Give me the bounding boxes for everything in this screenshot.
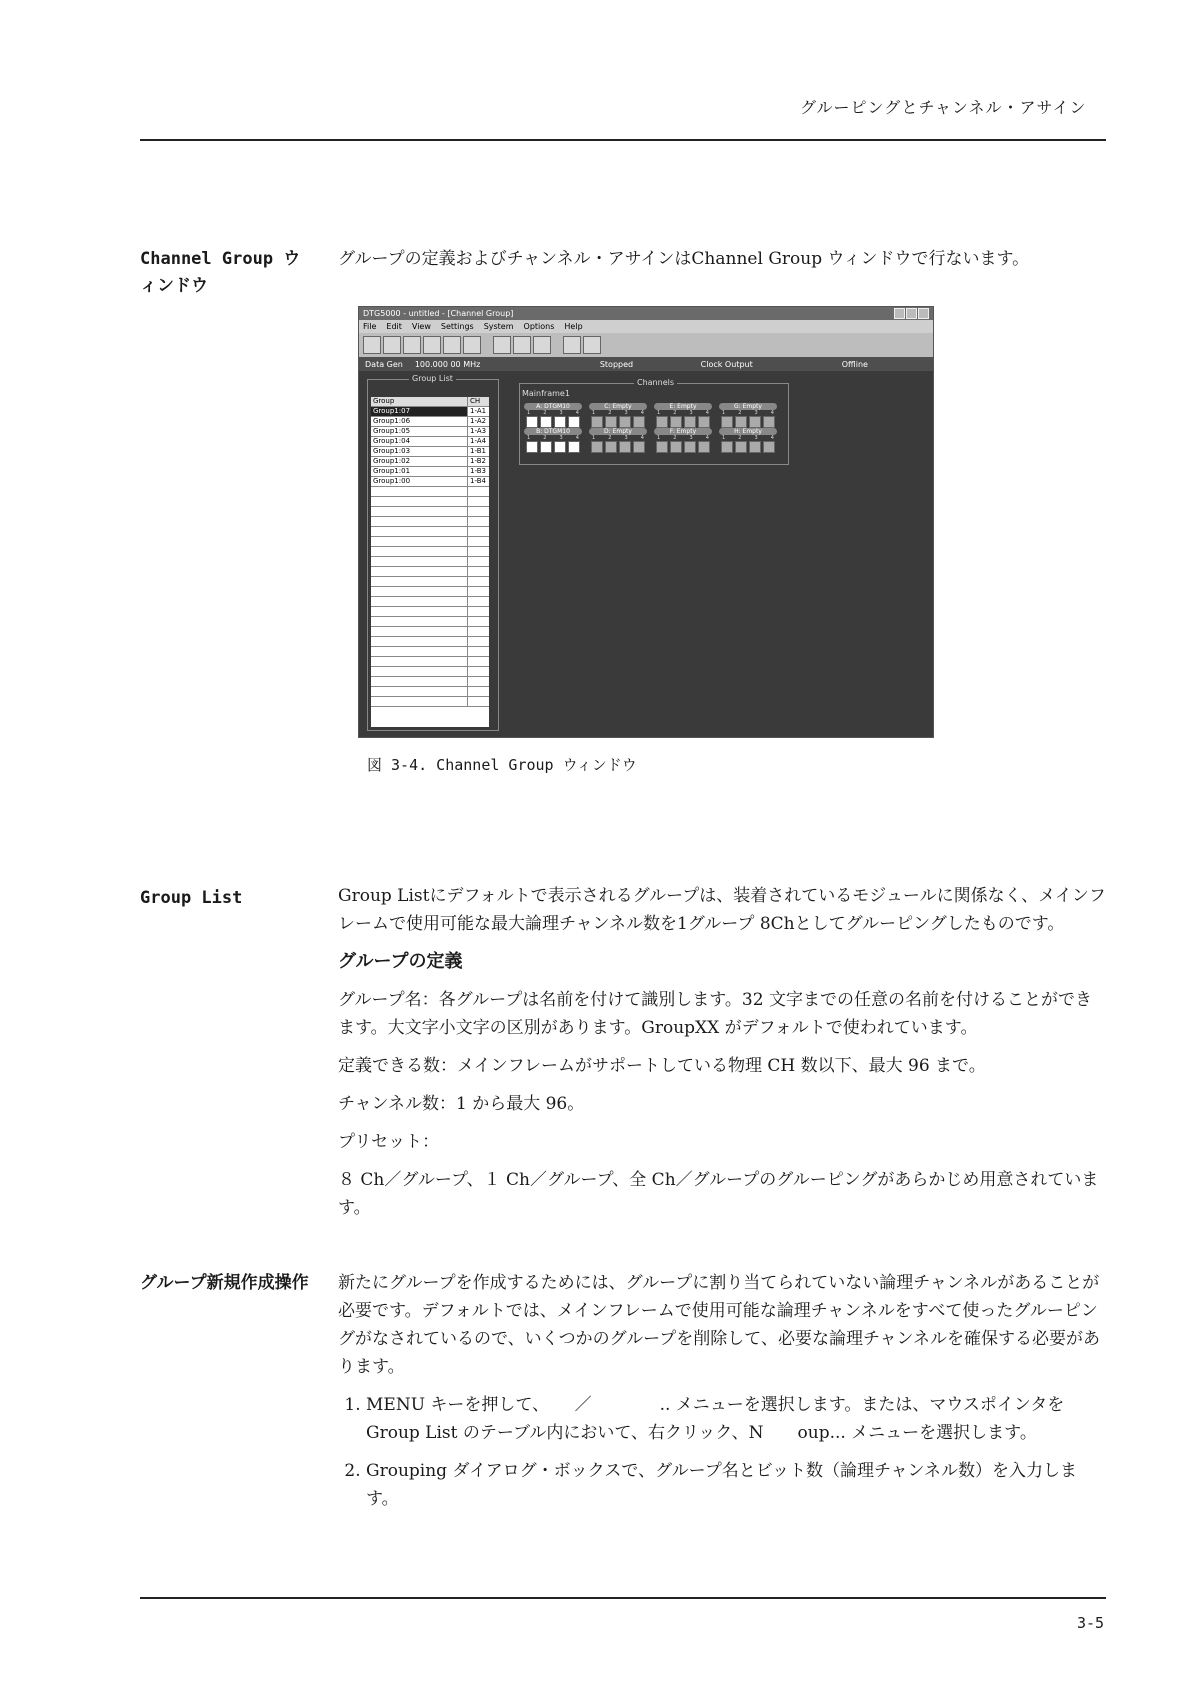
toolbar-icon[interactable]	[563, 336, 581, 354]
slot-label: C: Empty	[589, 403, 647, 410]
table-row[interactable]	[371, 447, 489, 457]
channel-box[interactable]	[568, 416, 580, 428]
table-row[interactable]	[371, 697, 489, 707]
group-ch-cell	[468, 537, 489, 546]
slot-label: E: Empty	[654, 403, 712, 410]
header-rule	[140, 139, 1106, 141]
channel-box[interactable]	[605, 416, 617, 428]
group-ch-cell	[468, 667, 489, 676]
group-name-cell	[371, 577, 468, 586]
slot-label: F: Empty	[654, 428, 712, 435]
channel-box[interactable]	[526, 441, 538, 453]
table-row[interactable]	[371, 507, 489, 517]
table-row[interactable]	[371, 587, 489, 597]
group-name-cell	[371, 517, 468, 526]
slot-channel-numbers: 1 2 3 4	[657, 410, 709, 416]
group-ch-cell	[468, 697, 489, 706]
group-name-cell	[371, 687, 468, 696]
table-row[interactable]	[371, 627, 489, 637]
slot-label: A: DTGM10	[524, 403, 582, 410]
table-row[interactable]	[371, 657, 489, 667]
new-group-section	[338, 1269, 1106, 1523]
channel-box[interactable]	[526, 416, 538, 428]
status-mode: Data Gen	[365, 359, 403, 369]
module-slot	[589, 403, 647, 428]
module-slot	[654, 428, 712, 453]
table-row[interactable]	[371, 527, 489, 537]
group-name-cell	[371, 647, 468, 656]
slot-channel-numbers: 1 2 3 4	[657, 435, 709, 441]
toolbar	[359, 333, 933, 357]
channel-box[interactable]	[554, 416, 566, 428]
paragraph: プリセット：	[338, 1132, 440, 1152]
group-ch-cell: 1-A1	[470, 407, 487, 415]
channel-box[interactable]	[749, 441, 761, 453]
menu-help[interactable]: Help	[564, 322, 583, 331]
table-row[interactable]	[371, 687, 489, 697]
channel-box[interactable]	[656, 441, 668, 453]
channel-box[interactable]	[656, 416, 668, 428]
table-row[interactable]	[371, 637, 489, 647]
paragraph: 定義できる数：メインフレームがサポートしている物理 CH 数以下、最大 96 まで。	[338, 1056, 986, 1076]
paragraph: ８ Ch／グループ、１ Ch／グループ、全 Ch／グループのグルーピングがあらかじめ用意されています。	[338, 1170, 1099, 1218]
step-item: 2. Grouping ダイアログ・ボックスで、グループ名とビット数（論理チャンネル数）を入力します。	[366, 1457, 1106, 1513]
module-slot	[654, 403, 712, 428]
group-name-cell	[371, 657, 468, 666]
group-name-cell	[371, 627, 468, 636]
group-name-cell	[371, 587, 468, 596]
group-column-header: Group	[371, 397, 468, 406]
group-ch-cell	[468, 607, 489, 616]
table-row[interactable]	[371, 577, 489, 587]
group-ch-cell	[468, 617, 489, 626]
channel-box[interactable]	[591, 416, 603, 428]
channel-box[interactable]	[735, 416, 747, 428]
group-ch-cell	[468, 657, 489, 666]
step-item: 1. MENU キーを押して、 ／ .. メニューを選択します。または、マウスポインタを Group List のテーブル内において、右クリック、N oup... メニューを選択します。	[366, 1391, 1106, 1447]
group-name-cell	[371, 537, 468, 546]
toolbar-icon[interactable]	[423, 336, 441, 354]
table-row[interactable]	[371, 427, 489, 437]
channel-box[interactable]	[633, 441, 645, 453]
group-ch-cell: 1-A2	[470, 417, 487, 425]
group-ch-cell	[468, 577, 489, 586]
window-title: DTG5000 - untitled - [Channel Group]	[363, 309, 514, 318]
channel-box[interactable]	[698, 441, 710, 453]
table-row[interactable]	[371, 517, 489, 527]
channel-box[interactable]	[735, 441, 747, 453]
group-name-cell: Group1:07	[371, 407, 468, 416]
channel-box[interactable]	[721, 441, 733, 453]
table-row[interactable]	[371, 597, 489, 607]
group-name-cell: Group1:03	[371, 447, 468, 456]
group-list-table[interactable]	[371, 397, 489, 727]
table-row[interactable]	[371, 667, 489, 677]
group-ch-cell	[468, 527, 489, 536]
channel-box[interactable]	[591, 441, 603, 453]
table-row[interactable]	[371, 547, 489, 557]
table-row[interactable]	[371, 617, 489, 627]
status-online: Offline	[841, 359, 868, 369]
channel-box[interactable]	[684, 441, 696, 453]
channel-box[interactable]	[633, 416, 645, 428]
step-list	[338, 1391, 1106, 1513]
slot-channel-numbers: 1 2 3 4	[527, 410, 579, 416]
module-slot	[524, 428, 582, 453]
channel-box[interactable]	[749, 416, 761, 428]
slot-channel-numbers: 1 2 3 4	[527, 435, 579, 441]
table-row[interactable]	[371, 407, 489, 417]
channel-box[interactable]	[568, 441, 580, 453]
close-icon[interactable]	[918, 308, 929, 319]
table-row[interactable]	[371, 537, 489, 547]
table-row[interactable]	[371, 567, 489, 577]
group-ch-cell	[468, 507, 489, 516]
slot-label: D: Empty	[589, 428, 647, 435]
channel-box[interactable]	[698, 416, 710, 428]
menu-bar	[359, 320, 933, 333]
toolbar-icon[interactable]	[463, 336, 481, 354]
page-number: 3-5	[1077, 1614, 1105, 1632]
table-row[interactable]	[371, 487, 489, 497]
running-title: グルーピングとチャンネル・アサイン	[800, 98, 1087, 117]
group-ch-cell	[468, 497, 489, 506]
channel-group-window	[358, 306, 934, 738]
menu-system[interactable]: System	[483, 322, 514, 331]
toolbar-icon[interactable]	[513, 336, 531, 354]
window-titlebar	[359, 307, 933, 320]
group-ch-cell	[468, 627, 489, 636]
group-name-cell: Group1:05	[371, 427, 468, 436]
menu-edit[interactable]: Edit	[386, 322, 402, 331]
toolbar-icon[interactable]	[533, 336, 551, 354]
group-ch-cell: 1-A4	[470, 437, 487, 445]
channel-box[interactable]	[540, 441, 552, 453]
subheading: グループの定義	[338, 951, 463, 972]
module-slot	[524, 403, 582, 428]
side-heading-channel-group: Channel Group ウィンドウ	[140, 249, 301, 296]
table-row[interactable]	[371, 557, 489, 567]
group-name-cell	[371, 637, 468, 646]
group-name-cell: Group1:02	[371, 457, 468, 466]
side-heading-new-group: グループ新規作成操作	[140, 1273, 309, 1293]
group-ch-cell	[468, 587, 489, 596]
table-row[interactable]	[371, 607, 489, 617]
toolbar-icon[interactable]	[363, 336, 381, 354]
channel-box[interactable]	[619, 441, 631, 453]
group-ch-cell	[468, 597, 489, 606]
group-ch-cell	[468, 637, 489, 646]
slot-label: B: DTGM10	[524, 428, 582, 435]
side-heading-group-list: Group List	[140, 888, 243, 908]
group-name-cell	[371, 607, 468, 616]
group-name-cell	[371, 497, 468, 506]
mainframe-label: Mainframe1	[522, 389, 570, 398]
slot-channel-numbers: 1 2 3 4	[722, 435, 774, 441]
group-name-cell	[371, 617, 468, 626]
group-name-cell	[371, 697, 468, 706]
channel-box[interactable]	[763, 441, 775, 453]
group-ch-cell: 1-B3	[470, 467, 486, 475]
group-name-cell	[371, 507, 468, 516]
table-row[interactable]	[371, 417, 489, 427]
group-name-cell	[371, 557, 468, 566]
status-run-state: Stopped	[599, 359, 634, 369]
group-name-cell	[371, 487, 468, 496]
slot-channel-numbers: 1 2 3 4	[722, 410, 774, 416]
table-row[interactable]	[371, 437, 489, 447]
menu-settings[interactable]: Settings	[440, 322, 474, 331]
group-name-cell	[371, 547, 468, 556]
paragraph: チャンネル数：1 から最大 96。	[338, 1094, 585, 1114]
toolbar-icon[interactable]	[443, 336, 461, 354]
figure-caption: 図 3-4. Channel Group ウィンドウ	[367, 756, 637, 774]
group-ch-cell: 1-B2	[470, 457, 486, 465]
group-name-cell	[371, 667, 468, 676]
ch-column-header: CH	[470, 397, 481, 405]
toolbar-icon[interactable]	[493, 336, 511, 354]
group-ch-cell	[468, 567, 489, 576]
table-row[interactable]	[371, 647, 489, 657]
group-name-cell	[371, 567, 468, 576]
group-name-cell: Group1:00	[371, 477, 468, 486]
channel-box[interactable]	[554, 441, 566, 453]
channel-box[interactable]	[721, 416, 733, 428]
group-name-cell	[371, 677, 468, 686]
group-name-cell: Group1:06	[371, 417, 468, 426]
group-name-cell: Group1:04	[371, 437, 468, 446]
toolbar-icon[interactable]	[403, 336, 421, 354]
menu-options[interactable]: Options	[523, 322, 555, 331]
paragraph: Group Listにデフォルトで表示されるグループは、装着されているモジュールに関係なく、メインフレームで使用可能な最大論理チャンネル数を1グループ 8Chとしてグルーピングしたものです。	[338, 886, 1106, 934]
footer-rule	[140, 1597, 1106, 1599]
status-clock-output: Clock Output	[700, 359, 753, 369]
slot-channel-numbers: 1 2 3 4	[592, 435, 644, 441]
status-frequency: 100.000 00 MHz	[414, 359, 481, 369]
channel-box[interactable]	[670, 441, 682, 453]
table-row[interactable]	[371, 467, 489, 477]
group-list-header	[371, 397, 489, 407]
group-list-section	[338, 882, 1106, 1232]
group-ch-cell	[468, 647, 489, 656]
group-ch-cell	[468, 687, 489, 696]
menu-view[interactable]: View	[411, 322, 431, 331]
group-ch-cell	[468, 517, 489, 526]
group-name-cell: Group1:01	[371, 467, 468, 476]
paragraph: グループ名：各グループは名前を付けて識別します。32 文字までの任意の名前を付けることができます。大文字小文字の区別があります。GroupXX がデフォルトで使われています。	[338, 990, 1092, 1038]
group-ch-cell	[468, 547, 489, 556]
paragraph: 新たにグループを作成するためには、グループに割り当てられていない論理チャンネルがあることが必要です。デフォルトでは、メインフレームで使用可能な論理チャンネルをすべて使ったグルーピングがなされているので、いくつかのグループを削除して、必要な論理チャンネルを確保する必要があります。	[338, 1273, 1100, 1377]
table-row[interactable]	[371, 477, 489, 487]
channel-box[interactable]	[684, 416, 696, 428]
slot-channel-numbers: 1 2 3 4	[592, 410, 644, 416]
channel-box[interactable]	[605, 441, 617, 453]
group-name-cell	[371, 527, 468, 536]
slot-label: H: Empty	[719, 428, 777, 435]
channel-box[interactable]	[670, 416, 682, 428]
group-ch-cell	[468, 557, 489, 566]
group-ch-cell: 1-B1	[470, 447, 486, 455]
group-list-title: Group List	[409, 374, 456, 383]
group-ch-cell: 1-B4	[470, 477, 486, 485]
group-ch-cell	[468, 677, 489, 686]
minimize-icon[interactable]	[894, 308, 905, 319]
channel-box[interactable]	[763, 416, 775, 428]
group-ch-cell	[468, 487, 489, 496]
toolbar-icon[interactable]	[383, 336, 401, 354]
menu-file[interactable]: File	[363, 322, 377, 331]
toolbar-icon[interactable]	[583, 336, 601, 354]
module-slot	[589, 428, 647, 453]
maximize-icon[interactable]	[906, 308, 917, 319]
table-row[interactable]	[371, 497, 489, 507]
table-row[interactable]	[371, 677, 489, 687]
channels-title: Channels	[634, 378, 677, 387]
module-slot	[719, 428, 777, 453]
channel-group-intro: グループの定義およびチャンネル・アサインはChannel Group ウィンドウで行ないます。	[338, 249, 1030, 269]
group-name-cell	[371, 597, 468, 606]
channel-box[interactable]	[619, 416, 631, 428]
channel-box[interactable]	[540, 416, 552, 428]
module-slot	[719, 403, 777, 428]
status-bar	[359, 357, 933, 371]
group-ch-cell: 1-A3	[470, 427, 487, 435]
table-row[interactable]	[371, 457, 489, 467]
slot-label: G: Empty	[719, 403, 777, 410]
